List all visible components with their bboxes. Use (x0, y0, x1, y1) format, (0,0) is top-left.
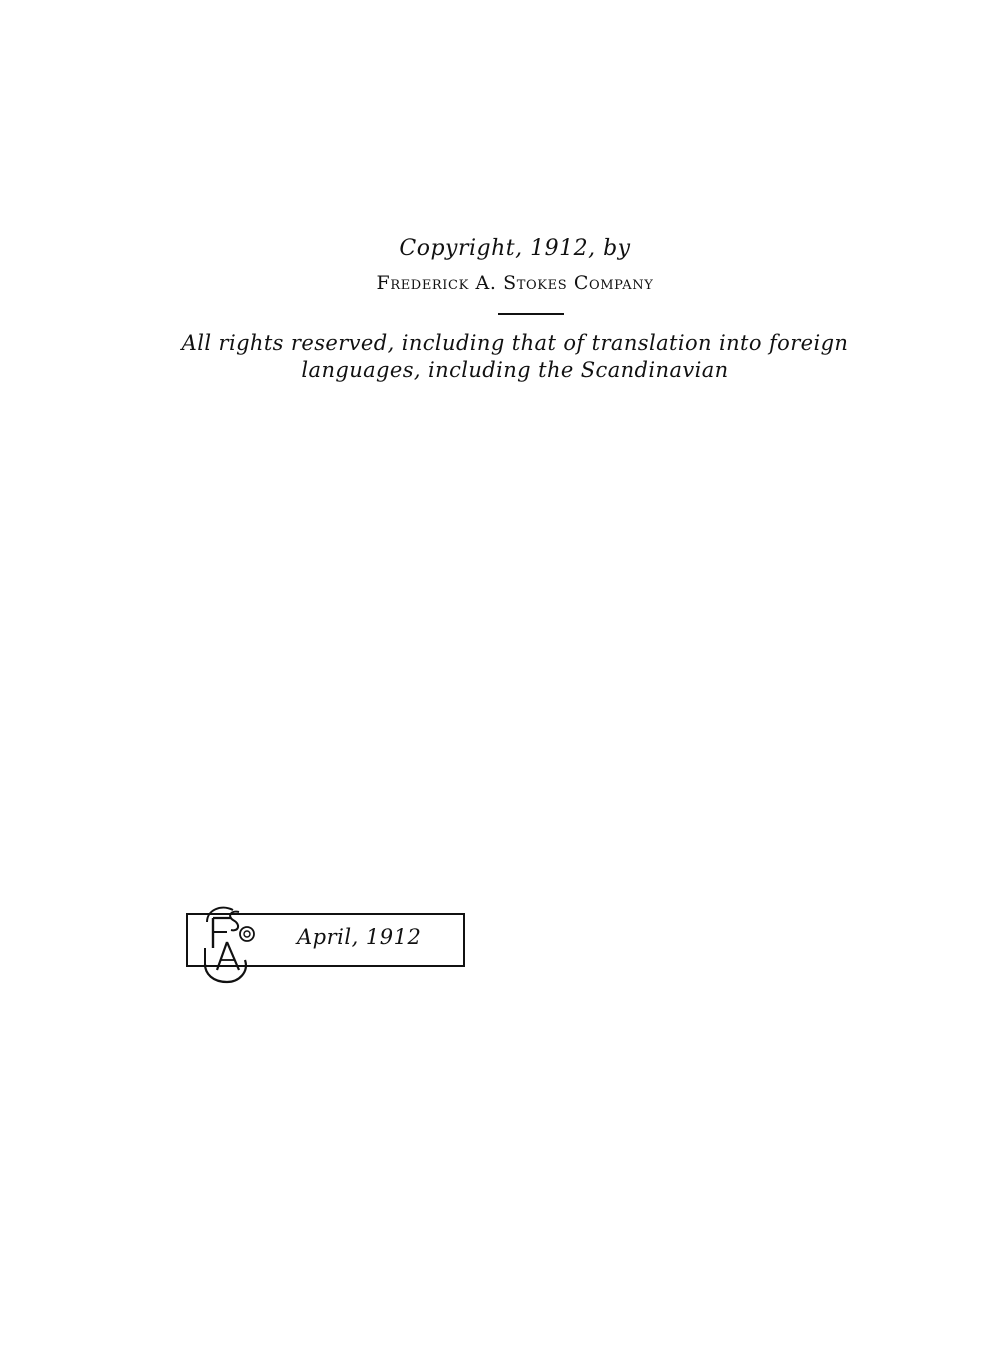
rights-statement (0, 330, 1000, 384)
divider-rule (498, 313, 564, 315)
rights-line-2: languages, including the Scandinavian (301, 358, 729, 382)
copyright-line: Copyright, 1912, by (399, 236, 631, 261)
imprint-date: April, 1912 (297, 925, 422, 949)
rights-line-1: All rights reserved, including that of translation into foreign (181, 331, 849, 355)
publisher-name: Frederick A. Stokes Company (376, 272, 654, 294)
publisher-monogram-logo (193, 900, 265, 984)
